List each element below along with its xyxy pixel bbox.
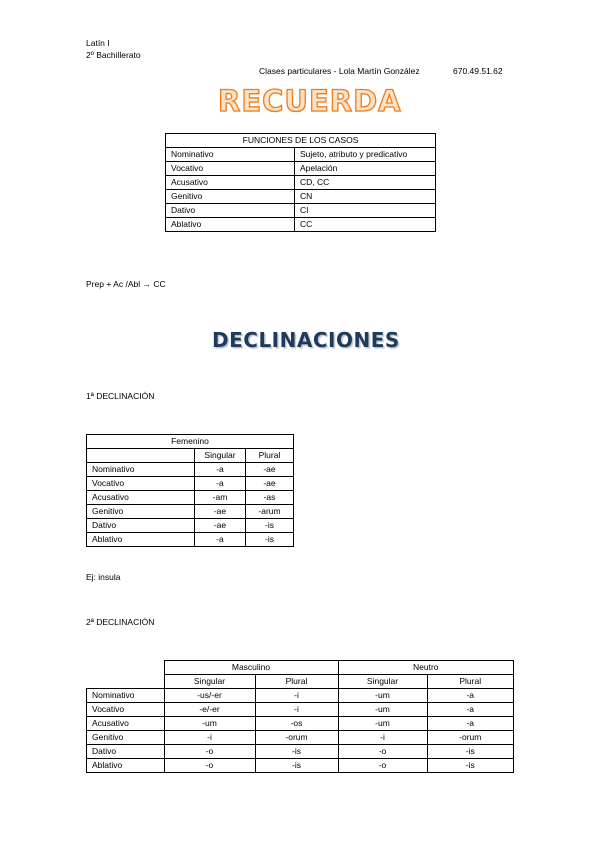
n-plural-cell: -orum bbox=[427, 731, 514, 745]
plural-cell: -as bbox=[246, 491, 294, 505]
m-singular-cell: -o bbox=[164, 745, 255, 759]
singular-cell: -am bbox=[195, 491, 246, 505]
n-plural-cell: -a bbox=[427, 717, 514, 731]
table-row bbox=[166, 176, 436, 190]
funciones-title: FUNCIONES DE LOS CASOS bbox=[166, 134, 436, 148]
level-label: 2º Bachillerato bbox=[86, 50, 141, 60]
plural-cell: -is bbox=[246, 519, 294, 533]
n-plural-cell: -a bbox=[427, 689, 514, 703]
caso-cell: Ablativo bbox=[166, 218, 295, 232]
col-singular: Singular bbox=[195, 449, 246, 463]
col-plural: Plural bbox=[427, 675, 514, 689]
m-plural-cell: -is bbox=[255, 759, 338, 773]
m-plural-cell: -orum bbox=[255, 731, 338, 745]
table-row bbox=[166, 148, 436, 162]
example-text: Ej: insula bbox=[86, 572, 121, 582]
table-row bbox=[166, 162, 436, 176]
empty-cell bbox=[87, 675, 165, 689]
gender-header-masculino: Masculino bbox=[164, 661, 338, 675]
plural-cell: -ae bbox=[246, 463, 294, 477]
m-plural-cell: -os bbox=[255, 717, 338, 731]
caso-cell: Dativo bbox=[166, 204, 295, 218]
funcion-cell: CI bbox=[295, 204, 436, 218]
course-label: Latín I bbox=[86, 38, 110, 48]
decl2-table bbox=[86, 660, 514, 773]
caso-cell: Genitivo bbox=[87, 505, 195, 519]
m-singular-cell: -us/-er bbox=[164, 689, 255, 703]
caso-cell: Dativo bbox=[87, 745, 165, 759]
n-plural-cell: -a bbox=[427, 703, 514, 717]
table-row bbox=[87, 731, 514, 745]
m-singular-cell: -e/-er bbox=[164, 703, 255, 717]
decl2-heading: 2ª DECLINACIÓN bbox=[86, 617, 155, 627]
col-singular: Singular bbox=[164, 675, 255, 689]
table-row bbox=[166, 204, 436, 218]
n-plural-cell: -is bbox=[427, 759, 514, 773]
m-singular-cell: -um bbox=[164, 717, 255, 731]
m-plural-cell: -i bbox=[255, 703, 338, 717]
n-singular-cell: -o bbox=[338, 745, 427, 759]
table-row bbox=[87, 491, 294, 505]
n-plural-cell: -is bbox=[427, 745, 514, 759]
author-line: Clases particulares - Lola Martín González bbox=[259, 66, 420, 76]
caso-cell: Acusativo bbox=[87, 717, 165, 731]
phone-number: 670.49.51.62 bbox=[453, 66, 503, 76]
caso-cell: Acusativo bbox=[87, 491, 195, 505]
m-singular-cell: -o bbox=[164, 759, 255, 773]
plural-cell: -ae bbox=[246, 477, 294, 491]
table-row bbox=[87, 519, 294, 533]
caso-cell: Nominativo bbox=[166, 148, 295, 162]
declinaciones-title: DECLINACIONES bbox=[212, 328, 400, 352]
singular-cell: -ae bbox=[195, 519, 246, 533]
funcion-cell: CN bbox=[295, 190, 436, 204]
caso-cell: Acusativo bbox=[166, 176, 295, 190]
table-row bbox=[87, 745, 514, 759]
singular-cell: -ae bbox=[195, 505, 246, 519]
caso-cell: Vocativo bbox=[87, 477, 195, 491]
m-plural-cell: -is bbox=[255, 745, 338, 759]
funcion-cell: CC bbox=[295, 218, 436, 232]
plural-cell: -is bbox=[246, 533, 294, 547]
table-row bbox=[166, 218, 436, 232]
table-row bbox=[87, 505, 294, 519]
singular-cell: -a bbox=[195, 533, 246, 547]
caso-cell: Vocativo bbox=[87, 703, 165, 717]
funcion-cell: CD, CC bbox=[295, 176, 436, 190]
n-singular-cell: -um bbox=[338, 717, 427, 731]
table-row bbox=[87, 717, 514, 731]
table-row bbox=[87, 477, 294, 491]
decl1-heading: 1ª DECLINACIÓN bbox=[86, 391, 155, 401]
singular-cell: -a bbox=[195, 477, 246, 491]
caso-cell: Ablativo bbox=[87, 759, 165, 773]
m-plural-cell: -i bbox=[255, 689, 338, 703]
col-singular: Singular bbox=[338, 675, 427, 689]
decl1-table bbox=[86, 434, 294, 547]
table-row bbox=[87, 533, 294, 547]
table-row bbox=[87, 759, 514, 773]
col-plural: Plural bbox=[246, 449, 294, 463]
recuerda-title: RECUERDA bbox=[218, 84, 402, 118]
plural-cell: -arum bbox=[246, 505, 294, 519]
empty-cell bbox=[87, 449, 195, 463]
table-row bbox=[87, 703, 514, 717]
funciones-table bbox=[165, 133, 436, 232]
gender-header-neutro: Neutro bbox=[338, 661, 514, 675]
n-singular-cell: -um bbox=[338, 703, 427, 717]
caso-cell: Vocativo bbox=[166, 162, 295, 176]
caso-cell: Genitivo bbox=[166, 190, 295, 204]
n-singular-cell: -i bbox=[338, 731, 427, 745]
empty-cell bbox=[87, 661, 165, 675]
n-singular-cell: -o bbox=[338, 759, 427, 773]
caso-cell: Nominativo bbox=[87, 689, 165, 703]
caso-cell: Genitivo bbox=[87, 731, 165, 745]
gender-header: Femenino bbox=[87, 435, 294, 449]
funcion-cell: Sujeto, atributo y predicativo bbox=[295, 148, 436, 162]
funcion-cell: Apelación bbox=[295, 162, 436, 176]
n-singular-cell: -um bbox=[338, 689, 427, 703]
singular-cell: -a bbox=[195, 463, 246, 477]
table-row bbox=[87, 463, 294, 477]
table-row bbox=[166, 190, 436, 204]
caso-cell: Nominativo bbox=[87, 463, 195, 477]
caso-cell: Dativo bbox=[87, 519, 195, 533]
prep-note: Prep + Ac /Abl → CC bbox=[86, 279, 166, 289]
table-row bbox=[87, 689, 514, 703]
caso-cell: Ablativo bbox=[87, 533, 195, 547]
m-singular-cell: -i bbox=[164, 731, 255, 745]
col-plural: Plural bbox=[255, 675, 338, 689]
